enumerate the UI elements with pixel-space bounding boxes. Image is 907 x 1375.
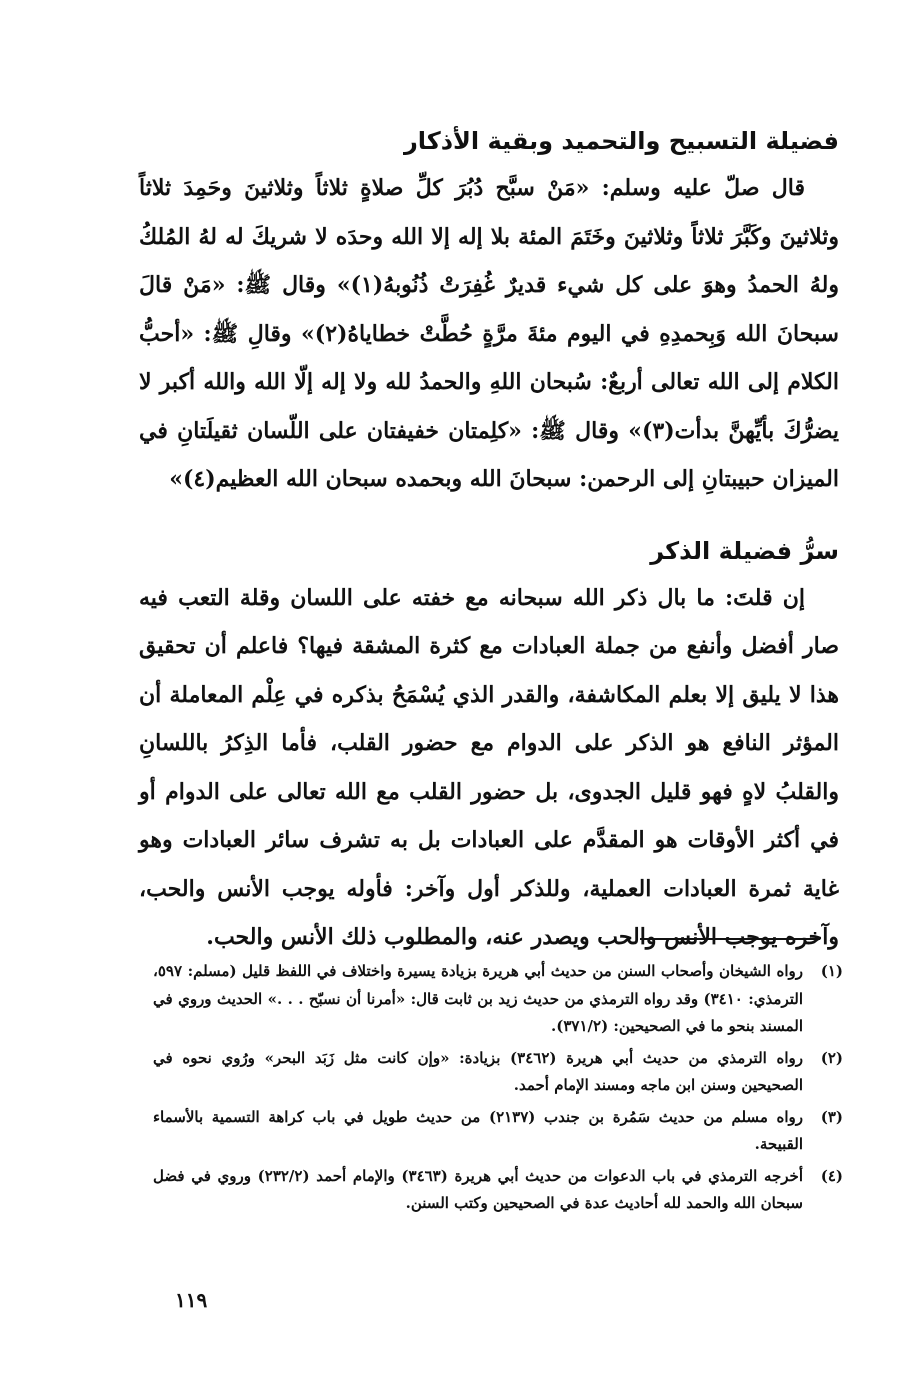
footnotes	[153, 958, 843, 1222]
page-number: ١١٩	[175, 1288, 208, 1312]
footnote-text: رواه الترمذي من حديث أبي هريرة (٣٤٦٢) بزيادة: «وإن كانت مثل زَبَد البحر» ورُوي نحوه في الصحيحين وسنن ابن ماجه ومسند الإمام أحمد.	[153, 1048, 803, 1094]
footnote-3	[153, 1104, 843, 1159]
footnote-text: أخرجه الترمذي في باب الدعوات من حديث أبي هريرة (٣٤٦٣) والإمام أحمد (٢٣٢/٢) وروي في فضل سبحان الله والحمد لله أحاديث عدة في الصحيحين وكتب السنن.	[153, 1166, 803, 1212]
footnote-text: رواه مسلم من حديث سَمُرة بن جندب (٢١٣٧) من حديث طويل في باب كراهة التسمية بالأسماء القبيحة.	[153, 1107, 804, 1153]
footnote-number: (١)	[820, 962, 843, 980]
section-title-tasbih: فضيلة التسبيح والتحميد وبقية الأذكار	[403, 127, 839, 155]
section-gap	[139, 504, 839, 528]
main-text	[139, 118, 839, 962]
footnote-2	[153, 1045, 843, 1100]
footnote-1	[153, 958, 843, 1041]
footnote-divider	[640, 938, 820, 940]
footnote-number: (٣)	[820, 1107, 843, 1126]
paragraph-tasbih: قال صلّ عليه وسلم: «مَنْ سبَّح دُبُرَ كلِّ صلاةٍ ثلاثاً وثلاثينَ وحَمِدَ ثلاثاً وثلاثينَ وكَبَّرَ ثلاثاً وثلاثينَ وخَتَمَ المئة بلا إله إلا الله وحدَه لا شريكَ له لهُ المُلكُ ولهُ الحمدُ وهوَ على كل شيء قديرٌ غُفِرَتْ ذُنُوبهُ(١)» وقال ﷺ: «مَنْ قالَ سبحانَ الله وَبِحمدِهِ في اليوم مئةَ مرَّةٍ حُطَّتْ خطاياهُ(٢)» وقالِ ﷺ: «أحبُّ الكلام إلى الله تعالى أربعٌ: سُبحان اللهِ والحمدُ لله ولا إله إلّا الله والله أكبر لا يضرُّكَ بأيِّهنَّ بدأت(٣)» وقال ﷺ: «كلِمتان خفيفتان على اللّسان ثقيلَتانِ في الميزان حبيبتانِ إلى الرحمن: سبحانَ الله وبحمده سبحان الله العظيم(٤)»	[139, 175, 839, 492]
section-title-dhikr-secret: سرُّ فضيلة الذكر	[650, 536, 839, 565]
footnote-text: رواه الشيخان وأصحاب السنن من حديث أبي هريرة بزيادة يسيرة واختلاف في اللفظ قليل (مسلم: ٥٩٧، الترمذي: ٣٤١٠) وقد رواه الترمذي من حديث زيد بن ثابت قال: «أمرنا أن نسبّح . . .» الحديث وروي في المسند بنحو ما في الصحيحين: (٣٧١/٢).	[153, 962, 803, 1035]
section-body-tasbih	[139, 164, 839, 504]
footnote-4	[153, 1163, 843, 1218]
section-body-dhikr-secret	[139, 574, 839, 962]
footnote-number: (٤)	[820, 1166, 843, 1185]
paragraph-dhikr-secret: إن قلتَ: ما بال ذكر الله سبحانه مع خفته على اللسان وقلة التعب فيه صار أفضل وأنفع من جملة العبادات مع كثرة المشقة فيها؟ فاعلم أن تحقيق هذا لا يليق إلا بعلم المكاشفة، والقدر الذي يُسْمَحُ بذكره في عِلْم المعاملة أن المؤثر النافع هو الذكر على الدوام مع حضور القلب، فأما الذِكرُ باللسانِ والقلبُ لاهٍ فهو قليل الجدوى، بل حضور القلب مع الله تعالى على الدوام أو في أكثر الأوقات هو المقدَّم على العبادات بل به تشرف سائر العبادات وهو غاية ثمرة العبادات العملية، وللذكر أول وآخر: فأوله يوجب الأنس والحب، وآخره يوجب الأنس والحب ويصدر عنه، والمطلوب ذلك الأنس والحب.	[139, 584, 839, 950]
footnote-number: (٢)	[820, 1048, 843, 1067]
